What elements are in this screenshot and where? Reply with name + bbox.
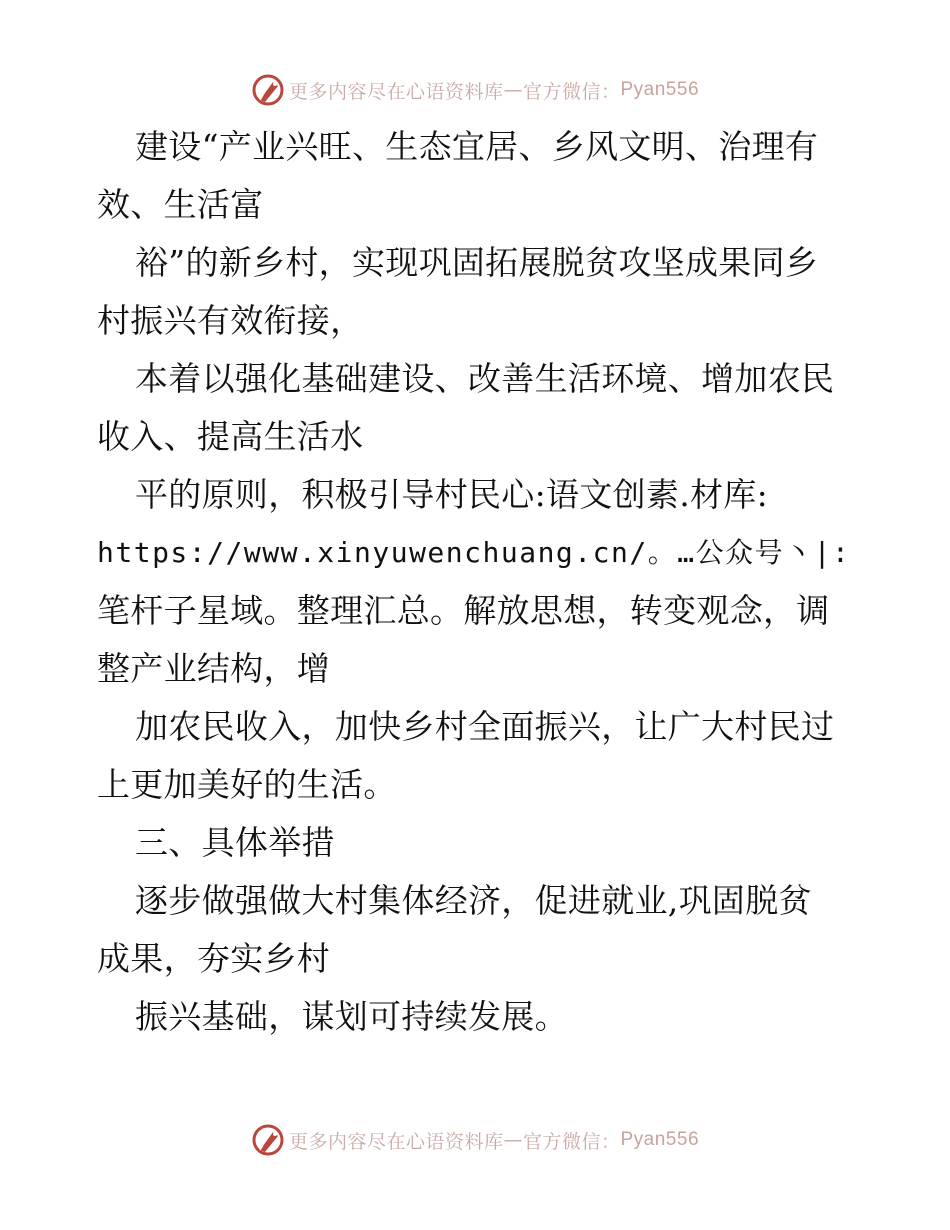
paragraph-principle [97,350,857,466]
footer-dash: — [503,1129,523,1151]
section-heading-text: 三、具体举措 [135,823,335,862]
paragraph-measures [97,872,857,988]
paragraph-guidance [97,466,857,698]
paragraph-new-village [97,234,857,350]
document-body [97,118,857,1046]
header-wechat-id: Pyan556 [620,79,700,100]
body-line: 村振兴有效衔接， [97,301,364,340]
pen-nib-logo-icon [251,73,285,107]
body-line: 成果，夯实乡村 [97,939,331,978]
footer-site-text: 更多内容尽在心语资料库 [288,1130,504,1153]
header-dash: — [503,79,523,101]
paragraph-income [97,698,857,814]
body-line-url: https://www.xinyuwenchuang.cn/。…公众号丶|: [97,536,851,569]
header-watermark-banner [0,70,950,110]
body-line: 上更加美好的生活。 [97,765,397,804]
body-line: 笔杆子星域。整理汇总。解放思想，转变观念，调 [97,591,830,630]
paragraph-goal [97,118,857,234]
footer-wechat-id: Pyan556 [620,1129,700,1150]
body-line: 平的原则，积极引导村民心:语文创素.材库: [135,475,769,514]
body-line: 本着以强化基础建设、改善生活环境、增加农民 [135,359,835,398]
body-line: 整产业结构，增 [97,649,331,688]
header-wechat-label: 官方微信： [522,80,621,103]
body-line: 建设“产业兴旺、生态宜居、乡风文明、治理有 [135,127,819,166]
footer-wechat-label: 官方微信： [522,1130,621,1153]
body-line: 振兴基础，谋划可持续发展。 [135,997,568,1036]
body-line: 效、生活富 [97,185,264,224]
header-site-text: 更多内容尽在心语资料库 [288,80,504,103]
body-line: 逐步做强做大村集体经济，促进就业,巩固脱贫 [135,881,812,920]
body-line: 裕”的新乡村，实现巩固拓展脱贫攻坚成果同乡 [135,243,819,282]
body-line: 收入、提高生活水 [97,417,364,456]
paragraph-sustainable [97,988,857,1046]
pen-nib-logo-icon [251,1123,285,1157]
body-line: 加农民收入，加快乡村全面振兴，让广大村民过 [135,707,835,746]
footer-watermark-banner [0,1120,950,1160]
section-heading [97,814,857,872]
